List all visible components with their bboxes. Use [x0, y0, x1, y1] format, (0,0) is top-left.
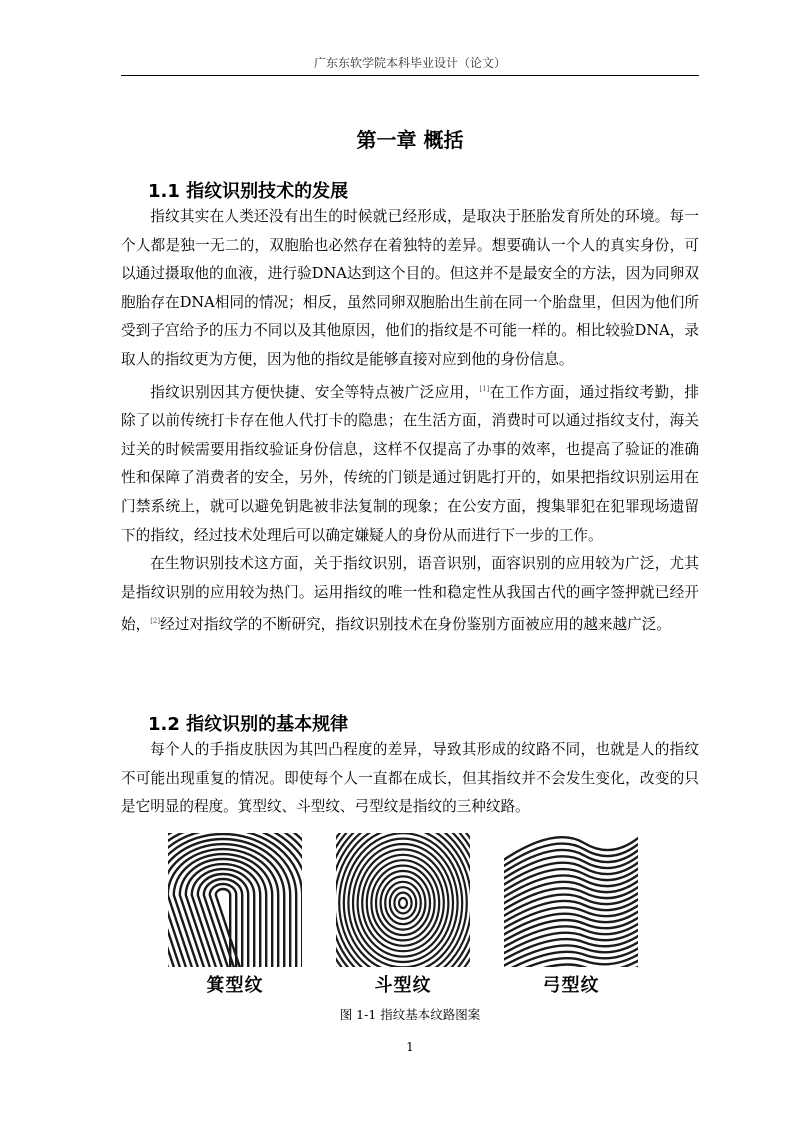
- arch-fingerprint-image: [504, 833, 638, 967]
- header-rule: [121, 75, 699, 76]
- paragraph-text: 在工作方面，通过指纹考勤，排除了以前传统打卡存在他人代打卡的隐患；在生活方面，消费时可以通过指纹支付，海关过关的时候需要用指纹验证身份信息，这样不仅提高了办事的效率，也提高了验证的准确性和保障了消费者的安全，另外，传统的门锁是通过钥匙打开的，如果把指纹识别运用在门禁系统上，就可以避免钥匙被非法复制的现象；在公安方面，搜集罪犯在犯罪现场遗留下的指纹，经过技术处理后可以确定嫌疑人的身份从而进行下一步的工作。: [121, 383, 699, 544]
- figure-caption: 图 1-1 指纹基本纹路图案: [339, 1007, 481, 1022]
- loop-fingerprint-image: [168, 833, 302, 967]
- paragraph-text: 指纹识别因其方便快捷、安全等特点被广泛应用，: [150, 383, 480, 401]
- page-header: 广东东软学院本科毕业设计（论文）: [313, 56, 506, 70]
- paragraph: [121, 736, 699, 822]
- section-heading-1-2: 1.2 指纹识别的基本规律: [148, 714, 349, 735]
- paragraph-text: 在生物识别技术这方面，关于指纹识别，语音识别，面容识别的应用较为广泛，尤其是指纹识别的应用较为热门。运用指纹的唯一性和稳定性从我国古代的画字签押就已经开始，: [121, 555, 699, 634]
- whorl-fingerprint-image: [336, 833, 470, 967]
- figure-label-arch: 弓型纹: [542, 975, 600, 996]
- paragraph-text: 经过对指纹学的不断研究，指纹识别技术在身份鉴别方面被应用的越来越广泛。: [160, 616, 671, 634]
- section-1-2-body: [121, 736, 699, 822]
- figure-label-loop: 箕型纹: [206, 975, 264, 996]
- paragraph: [121, 375, 699, 551]
- citation-marker: [1]: [479, 384, 490, 393]
- figure-label-whorl: 斗型纹: [374, 975, 432, 996]
- paragraph-text: 指纹其实在人类还没有出生的时候就已经形成，是取决于胚胎发育所处的环境。每一个人都是独一无二的，双胞胎也必然存在着独特的差异。想要确认一个人的真实身份，可以通过摄取他的血液，进行验DNA达到这个目的。但这并不是最安全的方法，因为同卵双胞胎存在DNA相同的情况；相反，虽然同卵双胞胎出生前在同一个胎盘里，但因为他们所受到子宫给予的压力不同以及其他原因，他们的指纹是不可能一样的。相比较验DNA，录取人的指纹更为方便，因为他的指纹是能够直接对应到他的身份信息。: [121, 208, 699, 368]
- paragraph: [121, 203, 699, 375]
- chapter-title: 第一章 概括: [356, 128, 464, 152]
- paragraph: [121, 550, 699, 640]
- section-heading-1-1: 1.1 指纹识别技术的发展: [148, 181, 349, 202]
- fingerprint-figure: [160, 833, 640, 998]
- citation-marker: [2]: [150, 617, 161, 626]
- paragraph-text: 每个人的手指皮肤因为其凹凸程度的差异，导致其形成的纹路不同，也就是人的指纹不可能出现重复的情况。即使每个人一直都在成长，但其指纹并不会发生变化，改变的只是它明显的程度。箕型纹、斗型纹、弓型纹是指纹的三种纹路。: [121, 741, 699, 816]
- section-1-1-body: [121, 203, 699, 640]
- page-number: 1: [406, 1040, 414, 1054]
